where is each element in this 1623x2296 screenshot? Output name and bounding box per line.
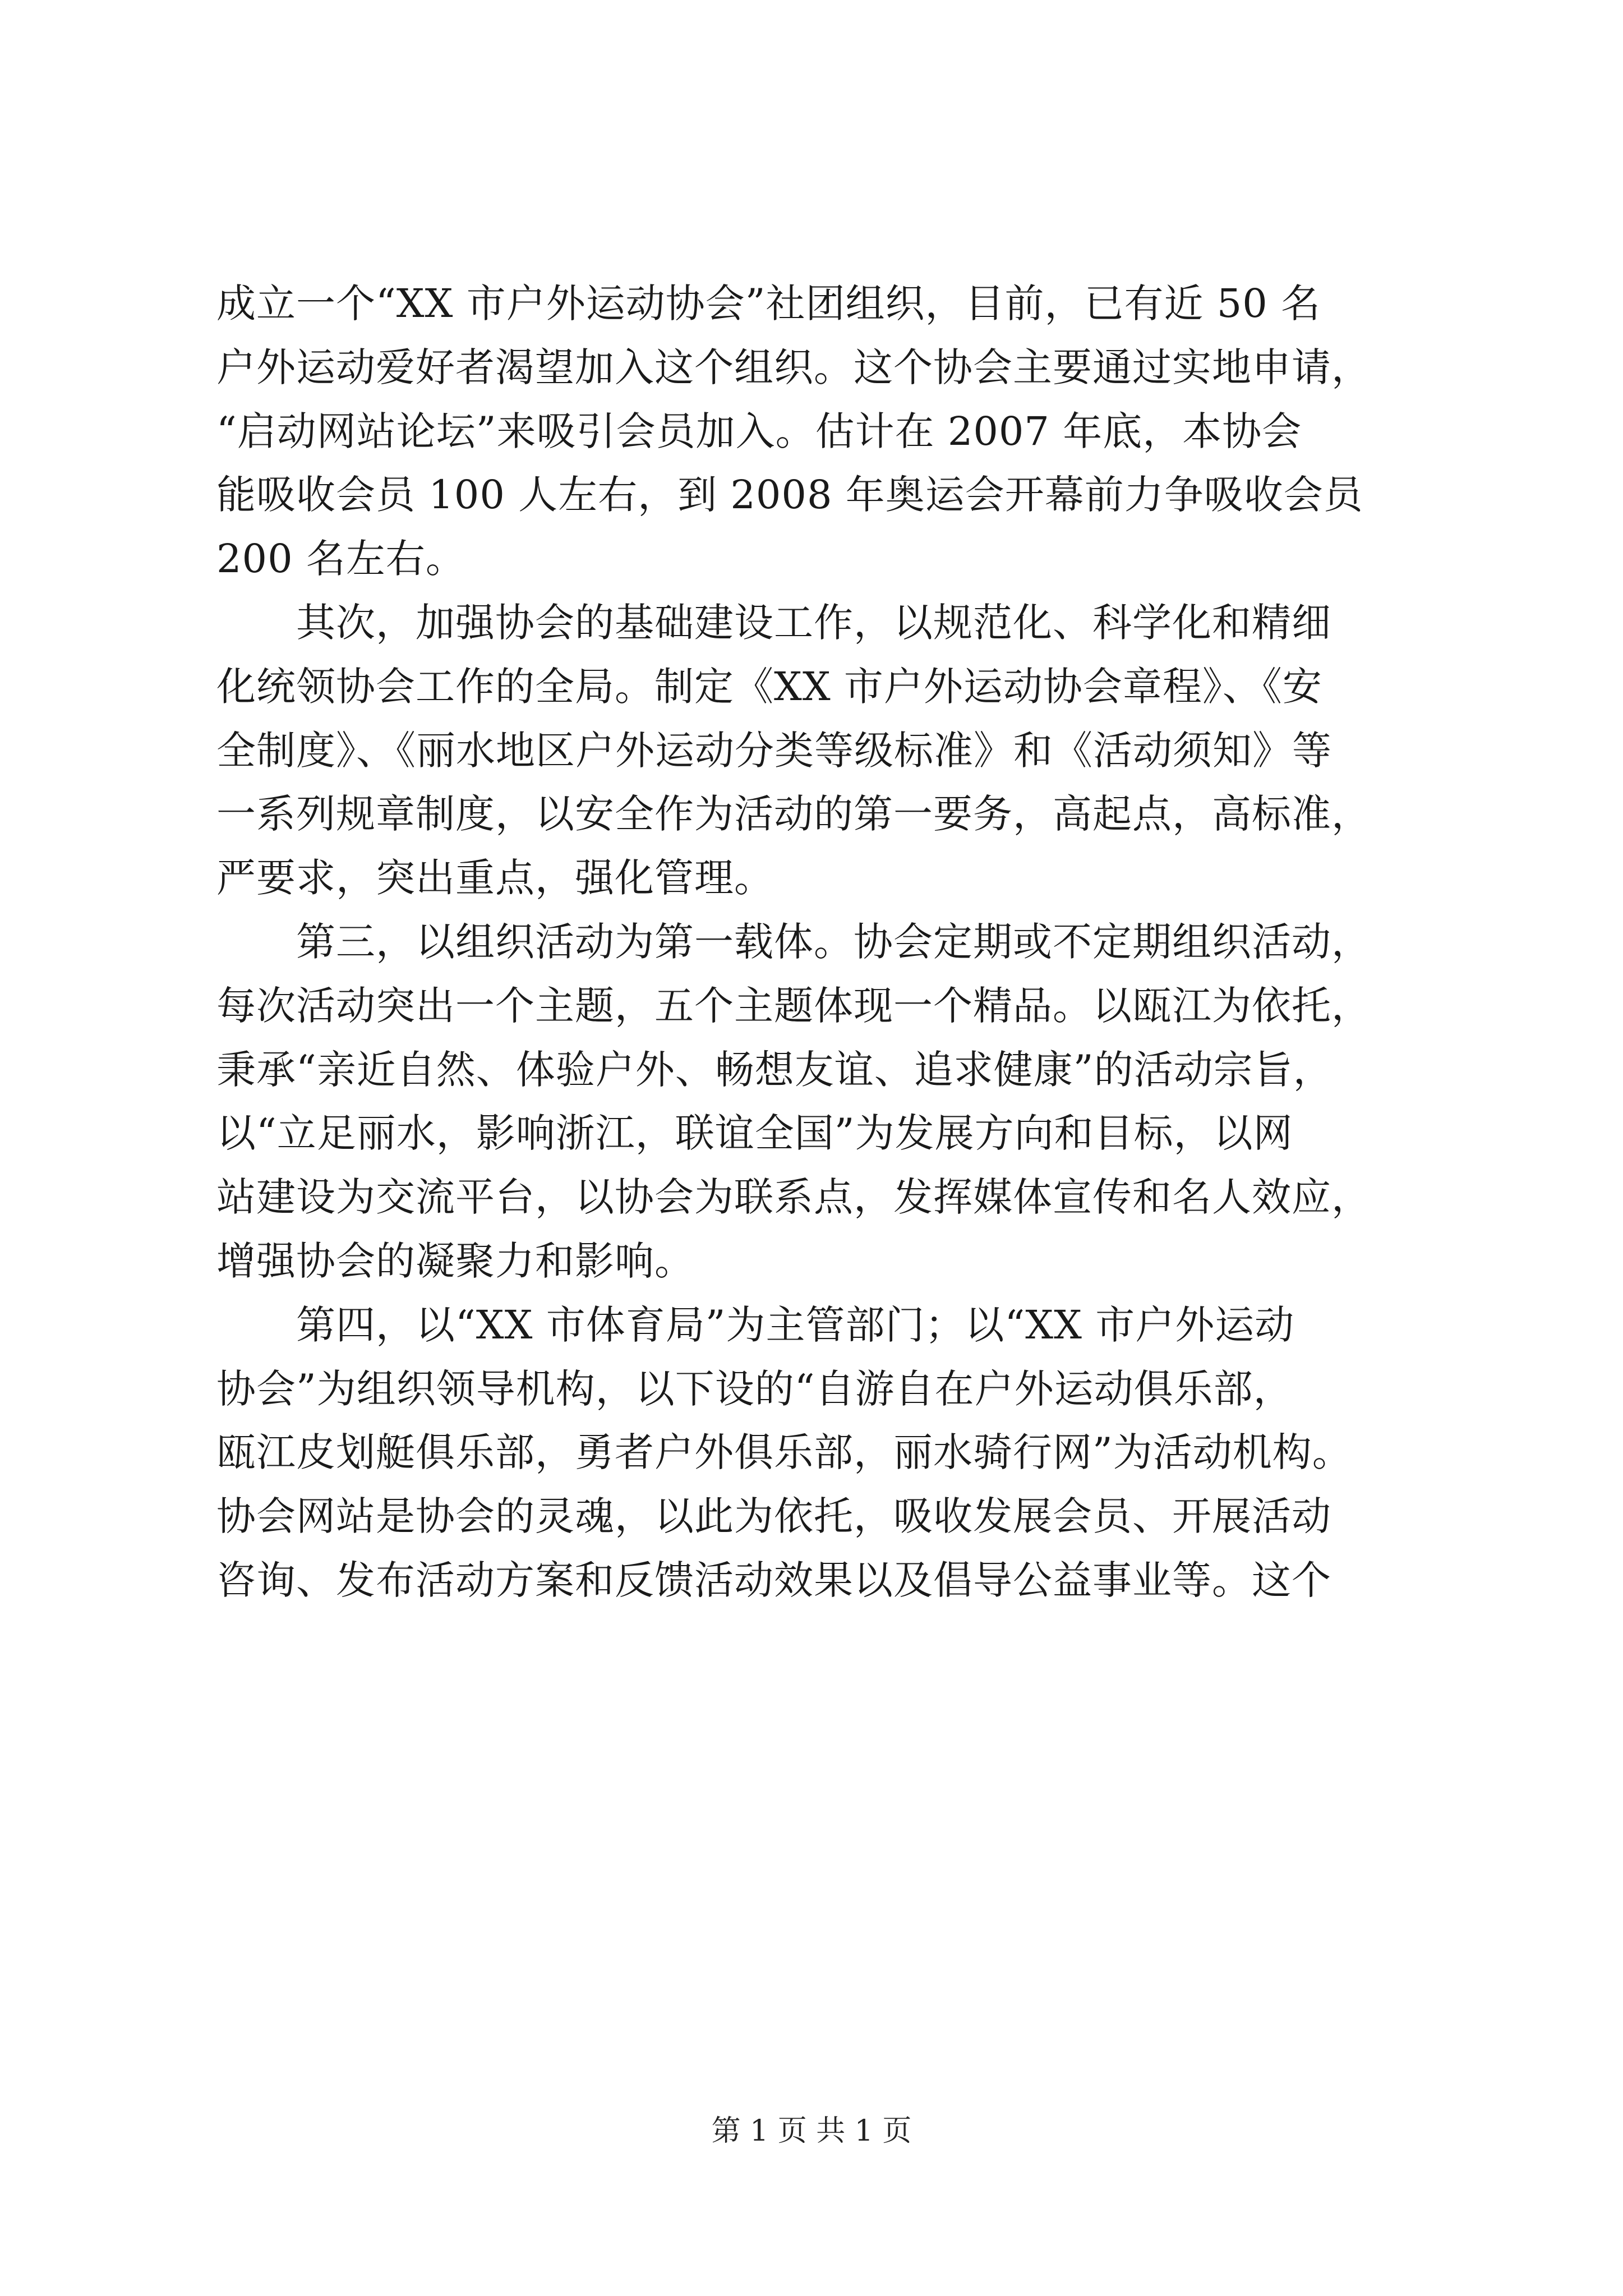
text-line: 协会网站是协会的灵魂，以此为依托，吸收发展会员、开展活动	[216, 1493, 1331, 1540]
text-line: 200 名左右。	[216, 536, 465, 582]
text-line: 全制度》、《丽水地区户外运动分类等级标准》和《活动须知》等	[216, 727, 1332, 774]
text-line: 以“立足丽水，影响浙江，联谊全国”为发展方向和目标，以网	[216, 1110, 1293, 1157]
text-line: 第四，以“XX 市体育局”为主管部门；以“XX 市户外运动	[216, 1301, 1295, 1348]
text-line: 瓯江皮划艇俱乐部，勇者户外俱乐部，丽水骑行网”为活动机构。	[216, 1429, 1352, 1476]
text-line: 化统领协会工作的全局。制定《XX 市户外运动协会章程》、《安	[216, 663, 1322, 710]
text-line: 严要求，突出重点，强化管理。	[216, 855, 774, 901]
text-line: 秉承“亲近自然、体验户外、畅想友谊、追求健康”的活动宗旨，	[216, 1046, 1333, 1093]
text-line: 协会”为组织领导机构，以下设的“自游自在户外运动俱乐部，	[216, 1365, 1293, 1412]
body-text	[216, 272, 1450, 1613]
text-line: 成立一个“XX 市户外运动协会”社团组织，目前，已有近 50 名	[216, 280, 1321, 326]
text-line: 户外运动爱好者渴望加入这个组织。这个协会主要通过实地申请，	[216, 344, 1371, 390]
text-line: 增强协会的凝聚力和影响。	[216, 1237, 694, 1284]
text-line: “启动网站论坛”来吸引会员加入。估计在 2007 年底，本协会	[216, 408, 1302, 454]
text-line: 第三，以组织活动为第一载体。协会定期或不定期组织活动，	[216, 918, 1371, 965]
text-line: 每次活动突出一个主题，五个主题体现一个精品。以瓯江为依托，	[216, 982, 1371, 1029]
text-line: 咨询、发布活动方案和反馈活动效果以及倡导公益事业等。这个	[216, 1557, 1331, 1603]
text-line: 站建设为交流平台，以协会为联系点，发挥媒体宣传和名人效应，	[216, 1174, 1371, 1221]
text-line: 能吸收会员 100 人左右，到 2008 年奥运会开幕前力争吸收会员	[216, 472, 1363, 518]
page-number-footer: 第 1 页 共 1 页	[711, 2114, 912, 2148]
text-line: 一系列规章制度，以安全作为活动的第一要务，高起点，高标准，	[216, 791, 1371, 838]
text-line: 其次，加强协会的基础建设工作，以规范化、科学化和精细	[216, 599, 1331, 646]
